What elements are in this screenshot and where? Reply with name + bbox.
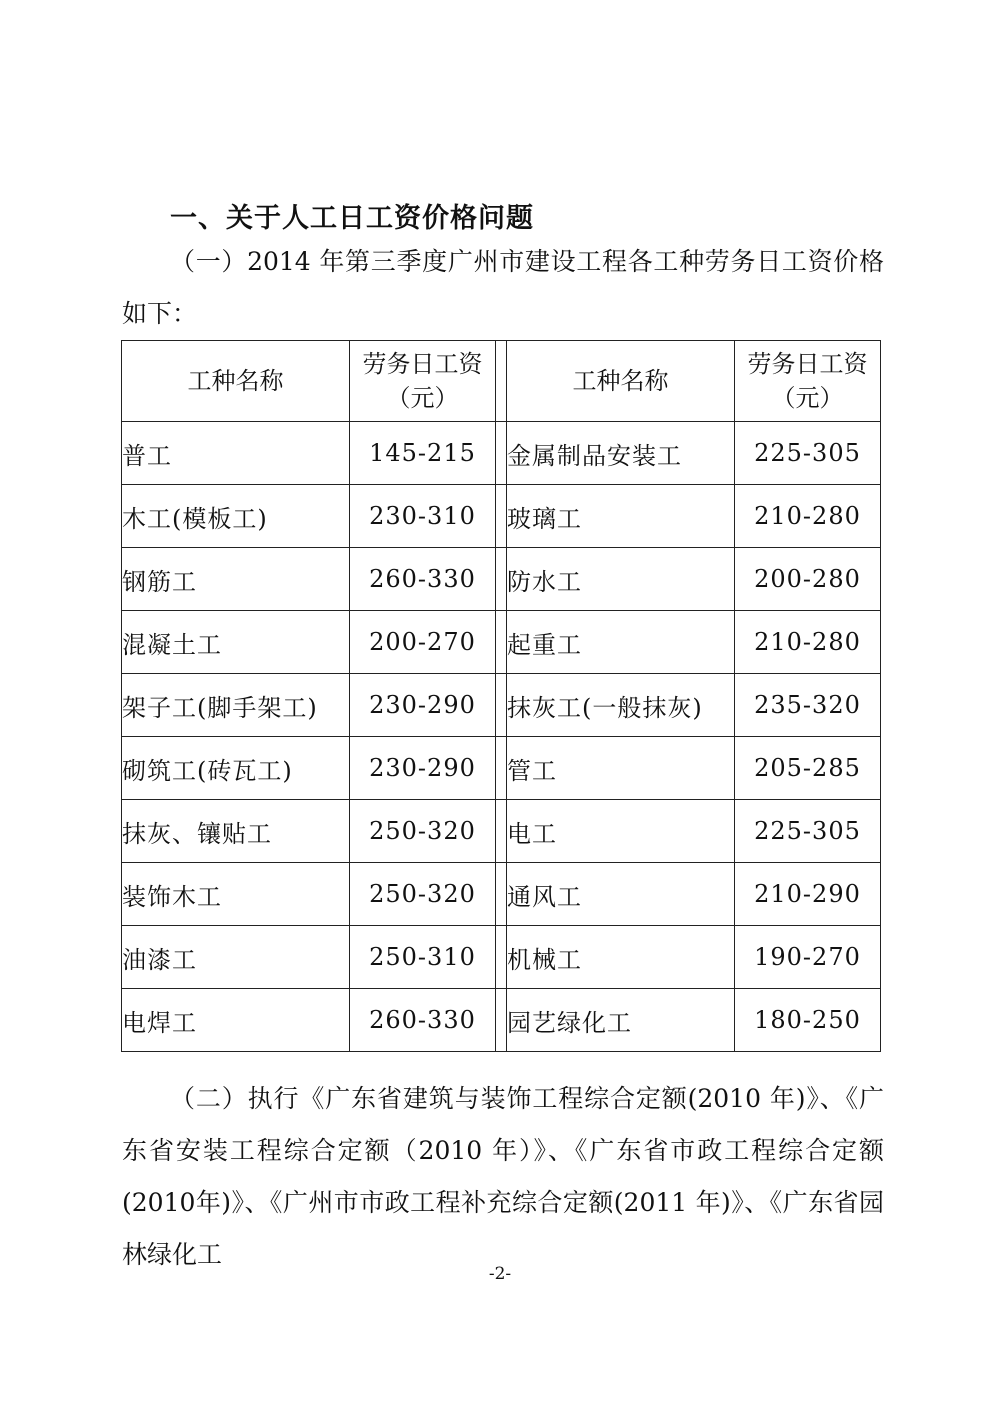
table-row xyxy=(122,548,881,611)
table-row xyxy=(122,737,881,800)
cell-left-wage: 230-290 xyxy=(350,674,496,737)
table-gap xyxy=(496,989,507,1052)
cell-left-name: 抹灰、镶贴工 xyxy=(122,800,350,863)
cell-right-wage: 225-305 xyxy=(735,800,881,863)
cell-left-wage: 200-270 xyxy=(350,611,496,674)
header-name-right: 工种名称 xyxy=(507,341,735,422)
table-gap xyxy=(496,800,507,863)
table-gap xyxy=(496,863,507,926)
cell-left-wage: 230-290 xyxy=(350,737,496,800)
table-gap xyxy=(496,485,507,548)
table-header-row xyxy=(122,341,881,422)
table-row xyxy=(122,800,881,863)
cell-right-name: 园艺绿化工 xyxy=(507,989,735,1052)
cell-right-wage: 210-280 xyxy=(735,611,881,674)
table-row xyxy=(122,863,881,926)
table-row xyxy=(122,611,881,674)
page-number: -2- xyxy=(488,1264,512,1284)
paragraph-intro: （一）2014 年第三季度广州市建设工程各工种劳务日工资价格如下： xyxy=(122,247,884,328)
header-wage-left-line2: （元） xyxy=(386,384,459,412)
table-gap xyxy=(496,341,507,422)
cell-left-name: 砌筑工(砖瓦工) xyxy=(122,737,350,800)
cell-left-name: 电焊工 xyxy=(122,989,350,1052)
cell-left-wage: 145-215 xyxy=(350,422,496,485)
cell-left-name: 钢筋工 xyxy=(122,548,350,611)
cell-left-name: 混凝土工 xyxy=(122,611,350,674)
cell-left-wage: 250-320 xyxy=(350,800,496,863)
cell-right-name: 起重工 xyxy=(507,611,735,674)
cell-left-name: 架子工(脚手架工) xyxy=(122,674,350,737)
cell-right-wage: 200-280 xyxy=(735,548,881,611)
paragraph-standards: （二）执行《广东省建筑与装饰工程综合定额(2010 年)》、《广东省安装工程综合定额（2010 年）》、《广东省市政工程综合定额(2010年)》、《广州市市政工程补充综合定额(2011 年)》、《广东省园林绿化工 xyxy=(122,1084,884,1269)
cell-right-wage: 180-250 xyxy=(735,989,881,1052)
table-gap xyxy=(496,422,507,485)
section-heading: 一、关于人工日工资价格问题 xyxy=(170,203,534,234)
cell-right-name: 玻璃工 xyxy=(507,485,735,548)
cell-left-wage: 250-310 xyxy=(350,926,496,989)
header-wage-right-line1: 劳务日工资 xyxy=(747,350,868,378)
cell-right-wage: 190-270 xyxy=(735,926,881,989)
cell-left-wage: 230-310 xyxy=(350,485,496,548)
table-gap xyxy=(496,674,507,737)
wage-table xyxy=(121,340,881,1052)
table-gap xyxy=(496,737,507,800)
cell-left-wage: 250-320 xyxy=(350,863,496,926)
cell-left-name: 木工(模板工) xyxy=(122,485,350,548)
cell-right-name: 管工 xyxy=(507,737,735,800)
cell-left-wage: 260-330 xyxy=(350,548,496,611)
cell-right-name: 金属制品安装工 xyxy=(507,422,735,485)
cell-right-name: 抹灰工(一般抹灰) xyxy=(507,674,735,737)
cell-right-wage: 205-285 xyxy=(735,737,881,800)
header-wage-right-line2: （元） xyxy=(771,384,844,412)
cell-left-wage: 260-330 xyxy=(350,989,496,1052)
table-row xyxy=(122,926,881,989)
cell-left-name: 装饰木工 xyxy=(122,863,350,926)
table-gap xyxy=(496,548,507,611)
header-wage-right xyxy=(735,341,881,422)
header-wage-left xyxy=(350,341,496,422)
cell-left-name: 油漆工 xyxy=(122,926,350,989)
cell-right-name: 电工 xyxy=(507,800,735,863)
table-row xyxy=(122,485,881,548)
cell-right-wage: 210-290 xyxy=(735,863,881,926)
cell-right-wage: 210-280 xyxy=(735,485,881,548)
cell-right-name: 防水工 xyxy=(507,548,735,611)
wage-table-body xyxy=(122,422,881,1052)
table-gap xyxy=(496,926,507,989)
cell-right-wage: 225-305 xyxy=(735,422,881,485)
table-gap xyxy=(496,611,507,674)
table-row xyxy=(122,989,881,1052)
cell-left-name: 普工 xyxy=(122,422,350,485)
cell-right-name: 通风工 xyxy=(507,863,735,926)
header-name-left: 工种名称 xyxy=(122,341,350,422)
table-row xyxy=(122,674,881,737)
cell-right-wage: 235-320 xyxy=(735,674,881,737)
cell-right-name: 机械工 xyxy=(507,926,735,989)
table-row xyxy=(122,422,881,485)
header-wage-left-line1: 劳务日工资 xyxy=(362,350,483,378)
